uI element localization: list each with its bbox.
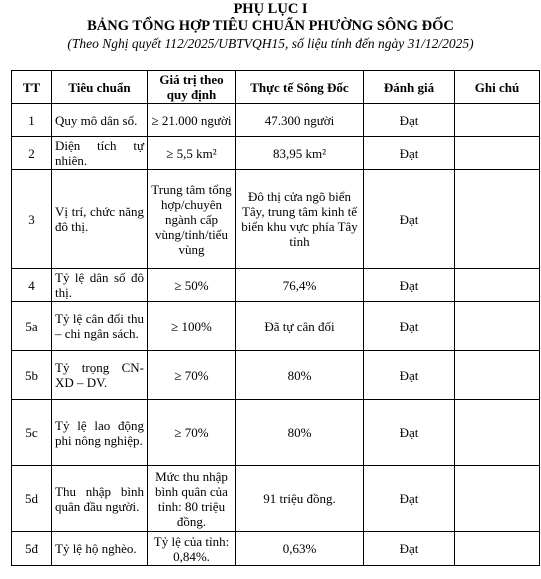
row-assessment: Đạt [364, 351, 455, 400]
row-actual: 80% [236, 400, 364, 466]
table-row [12, 466, 540, 532]
row-actual: 0,63% [236, 532, 364, 566]
row-note [455, 466, 540, 532]
col-header-criterion: Tiêu chuẩn [52, 71, 148, 104]
col-header-required: Giá trị theo quy định [148, 71, 236, 104]
appendix-title: PHỤ LỤC I [233, 1, 308, 17]
row-criterion: Vị trí, chức năng đô thị. [52, 170, 148, 269]
table-row [12, 302, 540, 351]
row-note [455, 170, 540, 269]
table-title: BẢNG TỔNG HỢP TIÊU CHUẨN PHƯỜNG SÔNG ĐỐC [87, 18, 454, 34]
row-required: Tỷ lệ của tỉnh: 0,84%. [148, 532, 236, 566]
row-criterion: Quy mô dân số. [52, 104, 148, 137]
col-header-note: Ghi chú [455, 71, 540, 104]
row-actual: Đô thị cửa ngõ biển Tây, trung tâm kinh tế biển khu vực phía Tây tỉnh [236, 170, 364, 269]
row-tt: 5a [12, 302, 52, 351]
row-required: ≥ 21.000 người [148, 104, 236, 137]
row-criterion: Thu nhập bình quân đầu người. [52, 466, 148, 532]
row-note [455, 302, 540, 351]
row-assessment: Đạt [364, 137, 455, 170]
row-note [455, 269, 540, 302]
table-row [12, 137, 540, 170]
row-note [455, 532, 540, 566]
row-tt: 5d [12, 466, 52, 532]
col-header-tt: TT [12, 71, 52, 104]
row-assessment: Đạt [364, 466, 455, 532]
row-required: ≥ 5,5 km² [148, 137, 236, 170]
row-actual: 80% [236, 351, 364, 400]
row-criterion: Tỷ lệ hộ nghèo. [52, 532, 148, 566]
row-actual: 91 triệu đồng. [236, 466, 364, 532]
row-assessment: Đạt [364, 104, 455, 137]
table-row [12, 400, 540, 466]
row-actual: 76,4% [236, 269, 364, 302]
table-row [12, 269, 540, 302]
row-actual: Đã tự cân đối [236, 302, 364, 351]
col-header-actual: Thực tế Sông Đốc [236, 71, 364, 104]
row-criterion: Diện tích tự nhiên. [52, 137, 148, 170]
row-required: Mức thu nhập bình quân của tỉnh: 80 triệu đồng. [148, 466, 236, 532]
row-required: Trung tâm tổng hợp/chuyên ngành cấp vùng/tỉnh/tiểu vùng [148, 170, 236, 269]
row-tt: 1 [12, 104, 52, 137]
row-actual: 47.300 người [236, 104, 364, 137]
col-header-assessment: Đánh giá [364, 71, 455, 104]
row-note [455, 400, 540, 466]
row-required: ≥ 70% [148, 351, 236, 400]
row-tt: 2 [12, 137, 52, 170]
row-criterion: Tỷ lệ lao động phi nông nghiệp. [52, 400, 148, 466]
row-required: ≥ 100% [148, 302, 236, 351]
row-assessment: Đạt [364, 170, 455, 269]
row-tt: 5b [12, 351, 52, 400]
row-assessment: Đạt [364, 269, 455, 302]
table-row [12, 532, 540, 566]
row-note [455, 104, 540, 137]
row-note [455, 137, 540, 170]
table-header-row [12, 71, 540, 104]
table-subtitle: (Theo Nghị quyết 112/2025/UBTVQH15, số liệu tính đến ngày 31/12/2025) [67, 36, 474, 51]
table-row [12, 351, 540, 400]
row-assessment: Đạt [364, 532, 455, 566]
row-tt: 5c [12, 400, 52, 466]
row-actual: 83,95 km² [236, 137, 364, 170]
row-criterion: Tỷ trọng CN-XD – DV. [52, 351, 148, 400]
row-assessment: Đạt [364, 302, 455, 351]
criteria-table [11, 70, 540, 566]
table-row [12, 104, 540, 137]
row-assessment: Đạt [364, 400, 455, 466]
row-required: ≥ 70% [148, 400, 236, 466]
table-row [12, 170, 540, 269]
row-tt: 4 [12, 269, 52, 302]
row-tt: 5đ [12, 532, 52, 566]
row-criterion: Tỷ lệ cân đối thu – chi ngân sách. [52, 302, 148, 351]
row-criterion: Tỷ lệ dân số đô thị. [52, 269, 148, 302]
row-note [455, 351, 540, 400]
row-required: ≥ 50% [148, 269, 236, 302]
row-tt: 3 [12, 170, 52, 269]
